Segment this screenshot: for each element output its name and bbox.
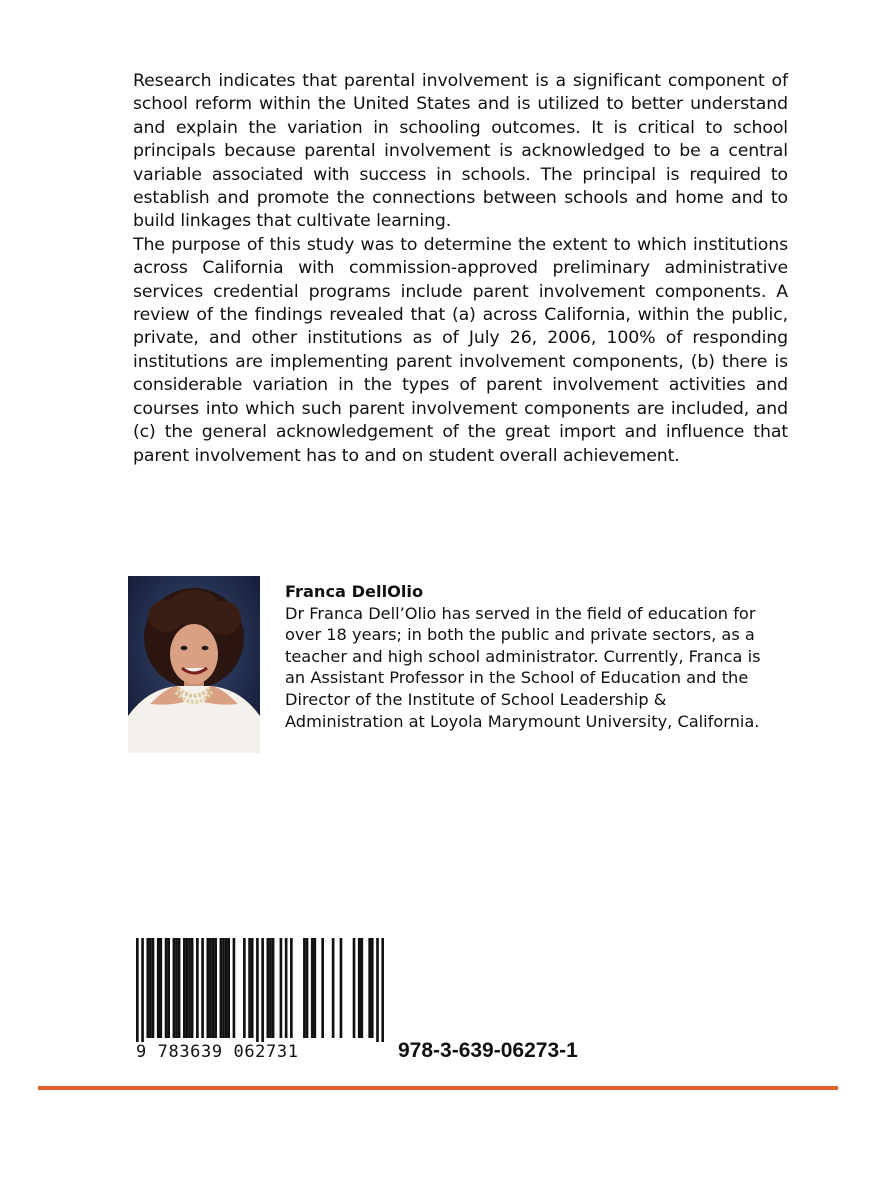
barcode-bar	[188, 938, 191, 1038]
barcode-bar	[222, 938, 225, 1038]
barcode-bar	[175, 938, 178, 1038]
barcode-bar	[141, 938, 144, 1042]
barcode-bar	[225, 938, 228, 1038]
barcode-bar	[212, 938, 215, 1038]
barcode-bar	[186, 938, 189, 1038]
barcode-bar	[178, 938, 181, 1038]
isbn-number: 978-3-639-06273-1	[398, 1039, 578, 1062]
barcode-bar	[149, 938, 152, 1038]
barcode-bar	[269, 938, 272, 1038]
barcode-bar	[353, 938, 356, 1038]
barcode-bar	[157, 938, 160, 1038]
barcode-bar	[285, 938, 288, 1038]
barcode-bar	[165, 938, 168, 1038]
author-info	[285, 581, 785, 732]
barcode-bar	[136, 938, 139, 1042]
barcode-bar	[280, 938, 283, 1038]
barcode-bar	[248, 938, 251, 1038]
barcode-bar	[368, 938, 371, 1038]
barcode-bar	[314, 938, 317, 1038]
barcode-bar	[183, 938, 186, 1038]
barcode-bars	[136, 938, 384, 1042]
blurb-paragraph-2: The purpose of this study was to determine the extent to which institutions across California with commission-approved preliminary administrative services credential programs include parent involvement components. A review of the findings revealed that (a) across California, within the public, private, and other institutions as of July 26, 2006, 100% of responding institutions are implementing parent involvement components, (b) there is considerable variation in the types of parent involvement activities and courses into which such parent involvement components are included, and (c) the general acknowledgement of the great import and influence that parent involvement has to and on student overall achievement.	[133, 234, 788, 466]
barcode-bar	[306, 938, 309, 1038]
barcode-bar	[376, 938, 379, 1042]
barcode-bar	[191, 938, 194, 1038]
barcode-bar	[261, 938, 264, 1042]
barcode-bar	[243, 938, 246, 1038]
barcode-bar	[201, 938, 204, 1038]
isbn-barcode	[136, 938, 384, 1068]
barcode-bar	[290, 938, 293, 1038]
barcode-bar	[321, 938, 324, 1038]
barcode-bar	[159, 938, 162, 1038]
barcode-bar	[303, 938, 306, 1038]
barcode-bar	[256, 938, 259, 1042]
author-photo	[128, 576, 260, 753]
barcode-bar	[233, 938, 236, 1038]
barcode-bar	[267, 938, 270, 1038]
back-cover-blurb	[133, 70, 788, 468]
barcode-bar	[358, 938, 361, 1038]
barcode-bar	[167, 938, 170, 1038]
barcode-bar	[361, 938, 364, 1038]
barcode-bar	[214, 938, 217, 1038]
author-bio: Dr Franca Dell’Olio has served in the field of education for over 18 years; in both the public and private sectors, as a teacher and high school administrator. Currently, Franca is an Assistant Professor in the School of Education and the Director of the Institute of School Leadership & Administration at Loyola Marymount University, California.	[285, 603, 761, 731]
barcode-bar	[227, 938, 230, 1038]
barcode-bar	[311, 938, 314, 1038]
barcode-bar	[371, 938, 374, 1038]
barcode-bar	[173, 938, 176, 1038]
author-name: Franca DellOlio	[285, 582, 424, 601]
barcode-bar	[206, 938, 209, 1038]
barcode-bar	[146, 938, 149, 1038]
barcode-bar	[272, 938, 275, 1038]
barcode-bar	[196, 938, 199, 1038]
barcode-bar	[152, 938, 155, 1038]
barcode-bar	[251, 938, 254, 1038]
blurb-paragraph-1: Research indicates that parental involvement is a significant component of school reform within the United States and is utilized to better understand and explain the variation in schooling outcomes. It is critical to school principals because parental involvement is acknowledged to be a central variable associated with success in schools. The principal is required to establish and promote the connections between schools and home and to build linkages that cultivate learning.	[133, 71, 788, 232]
barcode-digits: 9 783639 062731	[136, 1042, 299, 1062]
barcode-bar	[340, 938, 343, 1038]
barcode-bar	[381, 938, 384, 1042]
bottom-accent-rule	[38, 1086, 838, 1090]
barcode-bar	[209, 938, 212, 1038]
barcode-bar	[220, 938, 223, 1038]
barcode-bar	[332, 938, 335, 1038]
